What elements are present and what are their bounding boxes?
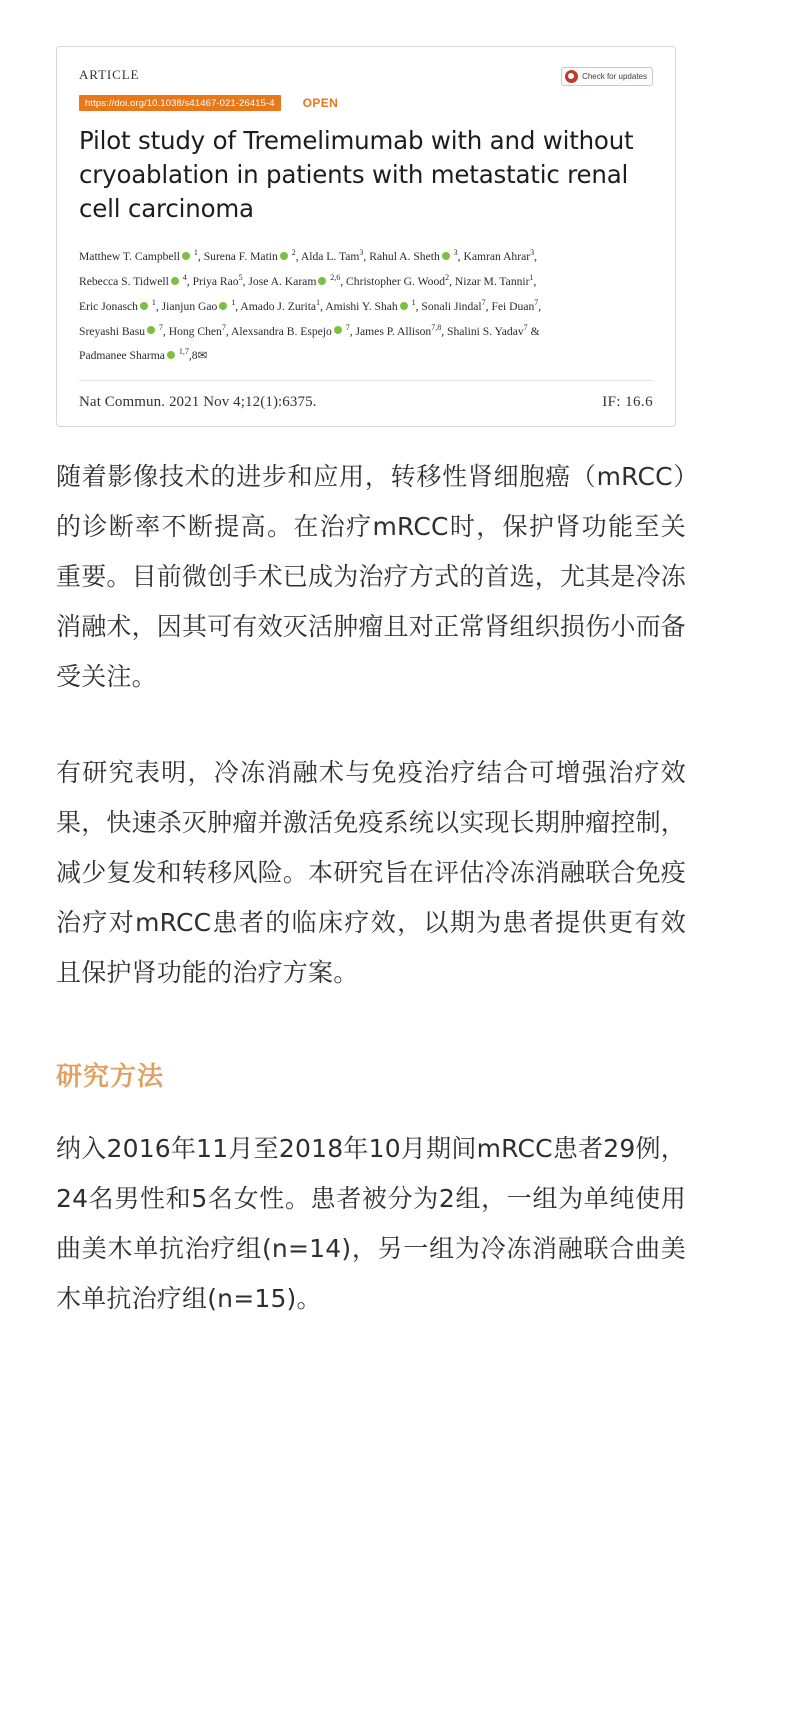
article-title: Pilot study of Tremelimumab with and without cryoablation in patients with metastatic renal cell carcinoma	[79, 126, 634, 223]
article-kicker: ARTICLE	[79, 67, 140, 82]
orcid-icon	[171, 277, 179, 285]
body-paragraph-2: 有研究表明，冷冻消融术与免疫治疗结合可增强治疗效果，快速杀灭肿瘤并激活免疫系统以实现长期肿瘤控制，减少复发和转移风险。本研究旨在评估冷冻消融联合免疫治疗对mRCC患者的临床疗效，以期为患者提供更有效且保护肾功能的治疗方案。	[56, 758, 687, 987]
article-header-row	[79, 67, 653, 86]
orcid-icon	[280, 252, 288, 260]
heading-spacer	[56, 1094, 686, 1124]
body-paragraph-1: 随着影像技术的进步和应用，转移性肾细胞癌（mRCC）的诊断率不断提高。在治疗mRCC时，保护肾功能至关重要。目前微创手术已成为治疗方式的首选，尤其是冷冻消融术，因其可有效灭活肿瘤且对正常肾组织损伤小而备受关注。	[56, 462, 687, 691]
open-access-label: OPEN	[302, 96, 339, 110]
orcid-icon	[318, 277, 326, 285]
orcid-icon	[147, 326, 155, 334]
check-for-updates-label: Check for updates	[582, 72, 647, 81]
section-spacer	[56, 998, 686, 1060]
author-line: Sreyashi Basu $^7$, Hong Chen$^7$, Alexsandra B. Espejo $^7$, James P. Allison$^{7,8}$, Shalini S. Yadav$^7$ &	[79, 322, 540, 338]
doi-link[interactable]: https://doi.org/10.1038/s41467-021-26415-4	[79, 95, 281, 111]
orcid-icon	[400, 302, 408, 310]
journal-citation-row	[79, 380, 653, 426]
orcid-icon	[140, 302, 148, 310]
article-card	[56, 46, 676, 427]
author-line: Matthew T. Campbell $^1$, Surena F. Matin $^2$, Alda L. Tam$^3$, Rahul A. Sheth $^3$, Kamran Ahrar$^3$,	[79, 248, 537, 263]
section-heading-methods: 研究方法	[56, 1062, 165, 1092]
paragraph-spacer	[56, 702, 686, 748]
crossmark-icon	[565, 70, 578, 83]
body-paragraph-3: 纳入2016年11月至2018年10月期间mRCC患者29例，24名男性和5名女性。患者被分为2组，一组为单纯使用曲美木单抗治疗组(n=14)，另一组为冷冻消融联合曲美木单抗治疗组(n=15)。	[56, 1134, 686, 1313]
article-body	[56, 452, 686, 1324]
author-line: Rebecca S. Tidwell $^4$, Priya Rao$^5$, Jose A. Karam $^{2,6}$, Christopher G. Wood$^2$, Nizar M. Tannir$^1$,	[79, 272, 537, 288]
orcid-icon	[442, 252, 450, 260]
orcid-icon	[182, 252, 190, 260]
journal-citation: Nat Commun. 2021 Nov 4;12(1):6375.	[79, 394, 317, 411]
check-for-updates-badge[interactable]	[561, 67, 653, 86]
orcid-icon	[167, 351, 175, 359]
doi-row	[79, 95, 653, 111]
author-line: Padmanee Sharma $^{1,7}$,8✉	[79, 347, 208, 363]
orcid-icon	[334, 326, 342, 334]
impact-factor: IF: 16.6	[602, 394, 653, 411]
author-line: Eric Jonasch $^1$, Jianjun Gao $^1$, Amado J. Zurita$^1$, Amishi Y. Shah $^1$, Sonali Jindal$^7$, Fei Duan$^7$,	[79, 297, 542, 313]
author-list	[79, 242, 653, 366]
orcid-icon	[219, 302, 227, 310]
